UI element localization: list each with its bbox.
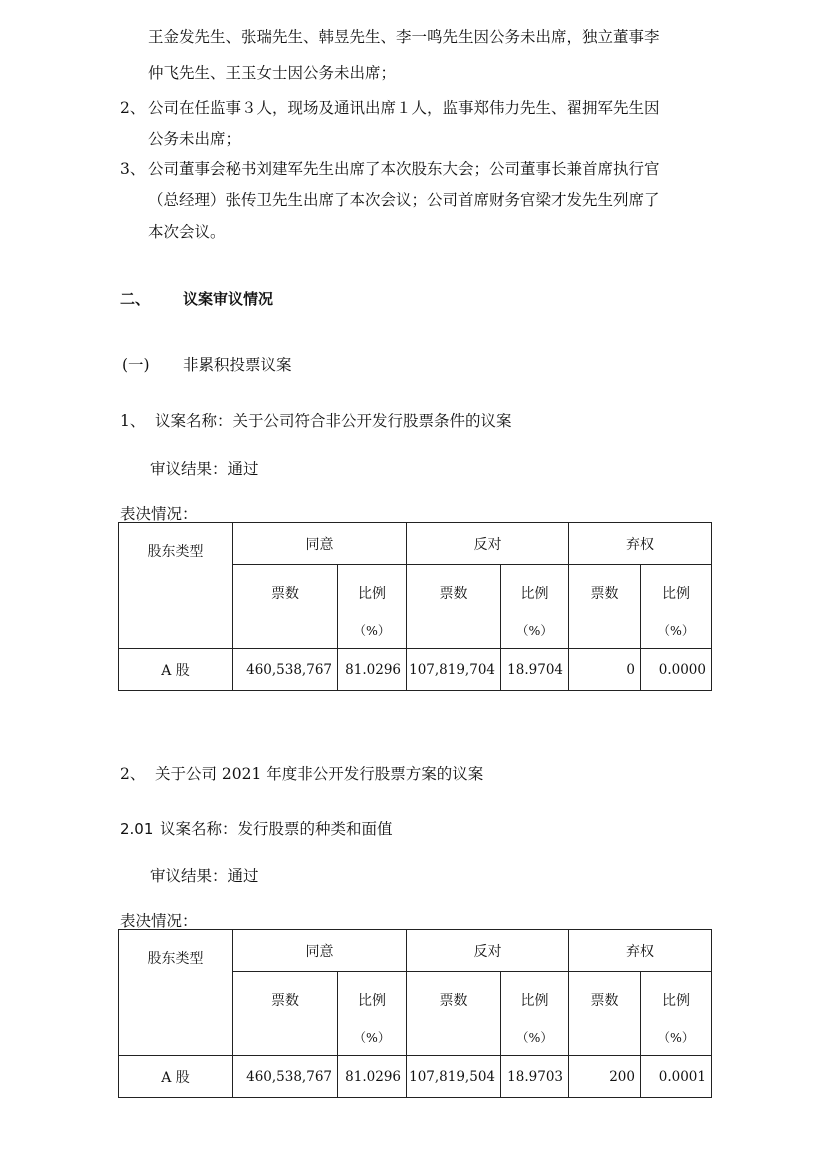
oppose-pct: 18.9704 <box>501 649 569 691</box>
agree-votes: 460,538,767 <box>233 1056 338 1098</box>
vote-label: 表决情况： <box>120 912 198 930</box>
header-votes: 票数 <box>569 972 641 1056</box>
header-ratio: 比例 （%） <box>338 565 407 649</box>
agree-votes: 460,538,767 <box>233 649 338 691</box>
proposal-group-number: 2、 <box>120 765 146 783</box>
vote-table <box>118 522 712 691</box>
abstain-votes: 0 <box>569 649 641 691</box>
header-votes: 票数 <box>407 972 501 1056</box>
attendance-line: 王金发先生、张瑞先生、韩昱先生、李一鸣先生因公务未出席，独立董事李 <box>148 28 660 46</box>
oppose-pct: 18.9703 <box>501 1056 569 1098</box>
vote-table <box>118 929 712 1098</box>
header-votes: 票数 <box>233 565 338 649</box>
vote-label: 表决情况： <box>120 505 198 523</box>
proposal-result: 审议结果：通过 <box>150 460 259 478</box>
header-abstain: 弃权 <box>569 930 712 972</box>
oppose-votes: 107,819,704 <box>407 649 501 691</box>
attendance-line: 公务未出席； <box>148 130 242 148</box>
header-ratio: 比例 （%） <box>501 972 569 1056</box>
row-type: A 股 <box>119 1056 233 1098</box>
subsection-title: 非累积投票议案 <box>183 356 292 374</box>
proposal-title: 议案名称：发行股票的种类和面值 <box>160 820 393 838</box>
proposal-title: 议案名称：关于公司符合非公开发行股票条件的议案 <box>155 412 512 430</box>
header-agree: 同意 <box>233 930 407 972</box>
attendance-line: （总经理）张传卫先生出席了本次会议；公司首席财务官梁才发先生列席了 <box>148 191 660 209</box>
row-type: A 股 <box>119 649 233 691</box>
oppose-votes: 107,819,504 <box>407 1056 501 1098</box>
header-agree: 同意 <box>233 523 407 565</box>
table-row <box>119 649 712 691</box>
list-number: 2、 <box>120 99 146 117</box>
header-votes: 票数 <box>407 565 501 649</box>
header-votes: 票数 <box>569 565 641 649</box>
section-number: 二、 <box>120 290 151 308</box>
list-number: 3、 <box>120 160 146 178</box>
header-oppose: 反对 <box>407 930 569 972</box>
proposal-group-title: 关于公司 2021 年度非公开发行股票方案的议案 <box>155 765 484 783</box>
proposal-result: 审议结果：通过 <box>150 867 259 885</box>
header-ratio: 比例 （%） <box>501 565 569 649</box>
section-title: 议案审议情况 <box>183 290 274 308</box>
abstain-pct: 0.0001 <box>641 1056 712 1098</box>
attendance-line: 公司董事会秘书刘建军先生出席了本次股东大会；公司董事长兼首席执行官 <box>148 160 660 178</box>
abstain-pct: 0.0000 <box>641 649 712 691</box>
attendance-line: 本次会议。 <box>148 223 226 241</box>
agree-pct: 81.0296 <box>338 649 407 691</box>
header-shareholder-type: 股东类型 <box>119 523 233 649</box>
header-ratio: 比例 （%） <box>641 972 712 1056</box>
table-row <box>119 1056 712 1098</box>
header-votes: 票数 <box>233 972 338 1056</box>
proposal-number: 1、 <box>120 412 146 430</box>
header-ratio: 比例 （%） <box>338 972 407 1056</box>
attendance-line: 仲飞先生、王玉女士因公务未出席； <box>148 64 397 82</box>
header-ratio: 比例 （%） <box>641 565 712 649</box>
subsection-number: (一) <box>122 356 150 374</box>
agree-pct: 81.0296 <box>338 1056 407 1098</box>
attendance-line: 公司在任监事３人，现场及通讯出席１人，监事郑伟力先生、翟拥军先生因 <box>148 99 660 117</box>
header-abstain: 弃权 <box>569 523 712 565</box>
abstain-votes: 200 <box>569 1056 641 1098</box>
header-oppose: 反对 <box>407 523 569 565</box>
proposal-number: 2.01 <box>120 820 154 838</box>
header-shareholder-type: 股东类型 <box>119 930 233 1056</box>
